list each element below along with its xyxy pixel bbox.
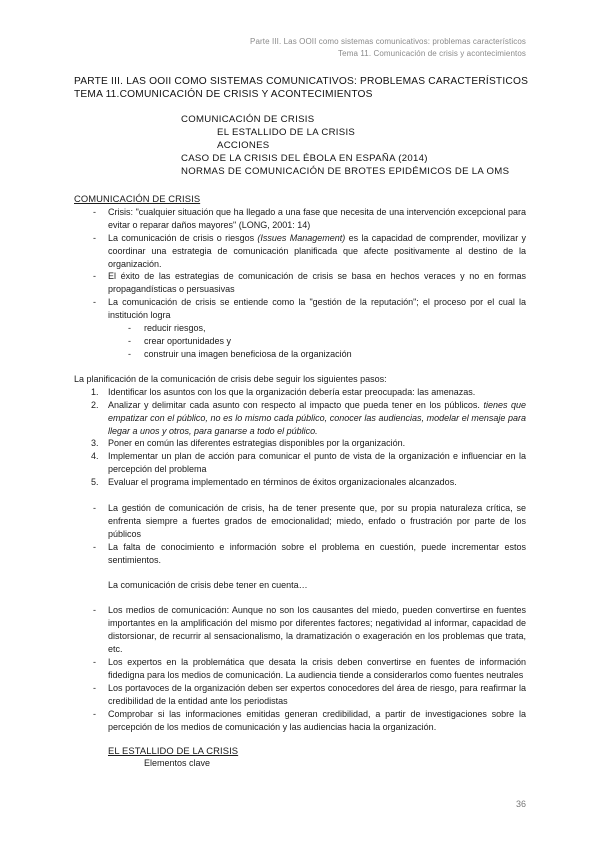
list-item: Los expertos en la problemática que desata la crisis deben convertirse en fuentes de información fidedigna para los medios de comunicación. La audiencia tiende a considerarlos como fuentes neutrales xyxy=(108,657,526,680)
list-item: La comunicación de crisis se entiende como la "gestión de la reputación"; el proceso por el cual la institución logra xyxy=(108,297,526,320)
running-header-topic: Tema 11. Comunicación de crisis y acontecimientos xyxy=(338,49,526,58)
list-item: El éxito de las estrategias de comunicación de crisis se basa en hechos veraces y no en formas propagandísticas o persuasivas xyxy=(108,271,526,294)
list-item: Comprobar si las informaciones emitidas generan credibilidad, a partir de investigaciones sobre la percepción de los medios de comunicación y las audiencias hacia la organización. xyxy=(108,709,526,732)
numbered-step: Evaluar el programa implementado en términos de éxitos organizacionales alcanzados. xyxy=(108,477,457,487)
bullet-dash: - xyxy=(128,349,131,359)
bullet-dash: - xyxy=(128,323,131,333)
step-number: 3. xyxy=(91,438,99,448)
step-number: 2. xyxy=(91,400,99,410)
list-item: La falta de conocimiento e información sobre el problema en cuestión, puede incrementar estos sentimientos. xyxy=(108,542,526,565)
subsection-label: Elementos clave xyxy=(144,758,211,768)
step-number: 4. xyxy=(91,451,99,461)
bullet-dash: - xyxy=(93,503,96,513)
toc-item-comunicacion: COMUNICACIÓN DE CRISIS xyxy=(181,114,315,125)
numbered-step: Poner en común las diferentes estrategias disponibles por la organización. xyxy=(108,438,406,448)
list-item: Los portavoces de la organización deben ser expertos conocedores del área de riesgo, para reafirmar la credibilidad de la entidad ante los periodistas xyxy=(108,683,526,706)
document-title-topic: TEMA 11.COMUNICACIÓN DE CRISIS Y ACONTECIMIENTOS xyxy=(74,89,373,100)
toc-item-ebola: CASO DE LA CRISIS DEL ÉBOLA EN ESPAÑA (2014) xyxy=(181,153,428,164)
toc-item-acciones: ACCIONES xyxy=(217,140,270,151)
list-item: Los medios de comunicación: Aunque no son los causantes del miedo, pueden convertirse en fuentes importantes en la amplificación del mismo por diferentes factores; negatividad al informar, capacidad de distorsionar, de recurrir al sensacionalismo, la dramatización o exageración en los problemas que trata, etc. xyxy=(108,605,526,654)
consider-note: La comunicación de crisis debe tener en cuenta… xyxy=(108,580,308,590)
list-item: La comunicación de crisis o riesgos (Issues Management) es la capacidad de comprender, movilizar y coordinar una estrategia de comunicación planificada que afecte positivamente al destino de la organización. xyxy=(108,233,526,269)
bullet-dash: - xyxy=(93,271,96,281)
bullet-dash: - xyxy=(93,297,96,307)
step-number: 5. xyxy=(91,477,99,487)
bullet-dash: - xyxy=(93,709,96,719)
toc-item-oms: NORMAS DE COMUNICACIÓN DE BROTES EPIDÉMICOS DE LA OMS xyxy=(181,166,510,177)
section-heading-estallido: EL ESTALLIDO DE LA CRISIS xyxy=(108,745,239,756)
running-header-part: Parte III. Las OOII como sistemas comunicativos: problemas característicos xyxy=(250,37,526,46)
bullet-dash: - xyxy=(93,233,96,243)
document-title-part: PARTE III. LAS OOII COMO SISTEMAS COMUNICATIVOS: PROBLEMAS CARACTERÍSTICOS xyxy=(74,76,529,87)
bullet-dash: - xyxy=(93,605,96,615)
list-item: Crisis: "cualquier situación que ha llegado a una fase que necesita de una intervención excepcional para evitar o reparar daños mayores" (LONG, 2001: 14) xyxy=(108,207,526,230)
sub-list-item: reducir riesgos, xyxy=(144,323,206,333)
page-number: 36 xyxy=(515,799,526,809)
step-number: 1. xyxy=(91,387,99,397)
section-heading-comunicacion: COMUNICACIÓN DE CRISIS xyxy=(74,193,201,204)
toc-item-estallido: EL ESTALLIDO DE LA CRISIS xyxy=(217,127,356,138)
numbered-step: Implementar un plan de acción para comunicar el punto de vista de la organización e influenciar en la percepción del problema xyxy=(108,451,526,474)
bullet-dash: - xyxy=(128,336,131,346)
bullet-dash: - xyxy=(93,657,96,667)
sub-list-item: construir una imagen beneficiosa de la organización xyxy=(144,349,352,359)
numbered-step: Analizar y delimitar cada asunto con respecto al impacto que pueda tener en los públicos. tienes que empatizar con el público, no es lo mismo cada público, conocer las audiencias, modelar el mensaje para llegar a unos y otros, para ganarse a todo el público. xyxy=(108,400,526,436)
list-item: La gestión de comunicación de crisis, ha de tener presente que, por su propia naturaleza crítica, se enfrenta siempre a fuertes grados de emocionalidad; miedo, enfado o frustración por parte de los públicos xyxy=(108,503,526,539)
bullet-dash: - xyxy=(93,207,96,217)
planning-intro: La planificación de la comunicación de crisis debe seguir los siguientes pasos: xyxy=(74,374,387,384)
bullet-dash: - xyxy=(93,542,96,552)
bullet-dash: - xyxy=(93,683,96,693)
numbered-step: Identificar los asuntos con los que la organización debería estar preocupada: las amenazas. xyxy=(108,387,476,397)
sub-list-item: crear oportunidades y xyxy=(144,336,232,346)
